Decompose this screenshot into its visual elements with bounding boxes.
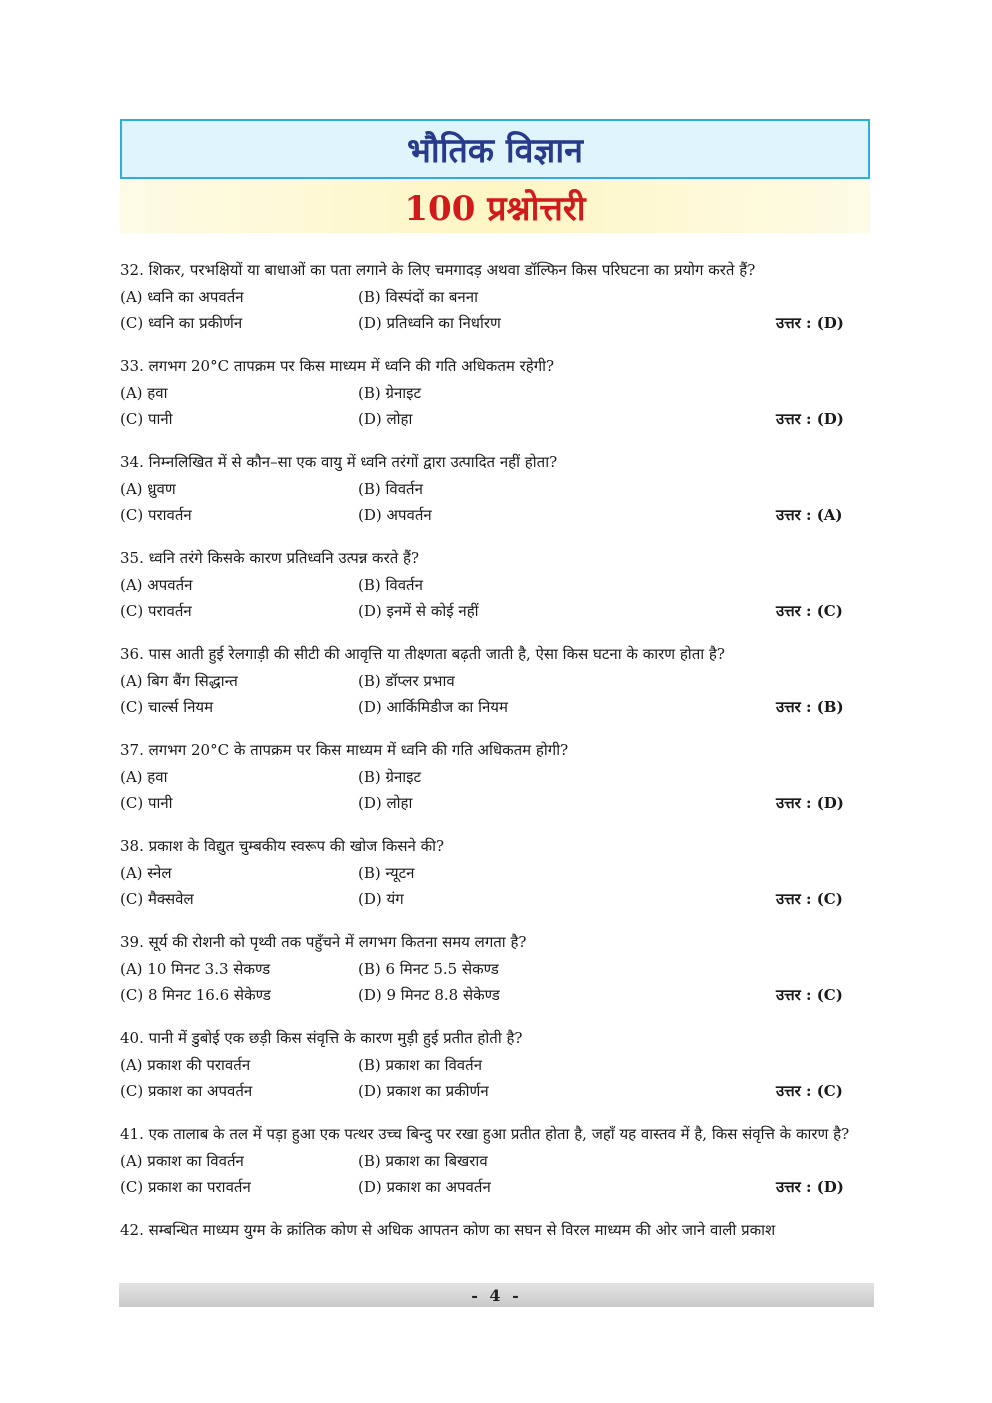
- option-c: (C) प्रकाश का अपवर्तन: [120, 1082, 253, 1100]
- question-block: [120, 642, 876, 720]
- option-row: [120, 1148, 876, 1174]
- question-text: 34. निम्नलिखित में से कौन–सा एक वायु में ध्वनि तरंगों द्वारा उत्पादित नहीं होता?: [120, 453, 558, 471]
- answer-label: उत्तर : (D): [776, 410, 844, 428]
- option-c: (C) पानी: [120, 794, 173, 812]
- option-c: (C) चार्ल्स नियम: [120, 698, 214, 716]
- option-row: [120, 886, 876, 912]
- option-a: (A) प्रकाश का विवर्तन: [120, 1152, 244, 1170]
- option-row: [120, 860, 876, 886]
- answer-label: उत्तर : (C): [776, 602, 843, 620]
- option-c: (C) परावर्तन: [120, 602, 192, 620]
- option-d: (D) प्रकाश का प्रकीर्णन: [358, 1082, 489, 1100]
- question-text: 32. शिकर, परभक्षियों या बाधाओं का पता लगाने के लिए चमगादड़ अथवा डॉल्फिन किस परिघटना का प्रयोग करते हैं?: [120, 261, 756, 279]
- option-c: (C) ध्वनि का प्रकीर्णन: [120, 314, 243, 332]
- answer-label: उत्तर : (C): [776, 1082, 843, 1100]
- option-d: (D) प्रतिध्वनि का निर्धारण: [358, 314, 501, 332]
- option-b: (B) डॉप्लर प्रभाव: [358, 672, 455, 690]
- option-a: (A) हवा: [120, 768, 168, 786]
- question-text: 36. पास आती हुई रेलगाड़ी की सीटी की आवृत्ति या तीक्ष्णता बढ़ती जाती है, ऐसा किस घटना के कारण होता है?: [120, 645, 725, 663]
- option-a: (A) ध्रुवण: [120, 480, 176, 498]
- option-d: (D) आर्किमिडीज का नियम: [358, 698, 508, 716]
- page-number: - 4 -: [471, 1285, 522, 1305]
- option-row: [120, 476, 876, 502]
- option-d: (D) लोहा: [358, 410, 413, 428]
- question-list: [120, 258, 876, 1244]
- option-a: (A) स्नेल: [120, 864, 172, 882]
- option-b: (B) प्रकाश का बिखराव: [358, 1152, 488, 1170]
- option-row: [120, 502, 876, 528]
- question-block: [120, 930, 876, 1008]
- option-d: (D) 9 मिनट 8.8 सेकेण्ड: [358, 986, 500, 1004]
- option-row: [120, 668, 876, 694]
- answer-label: उत्तर : (A): [776, 506, 843, 524]
- option-a: (A) 10 मिनट 3.3 सेकण्ड: [120, 960, 271, 978]
- option-d: (D) इनमें से कोई नहीं: [358, 602, 479, 620]
- subtitle-banner: [120, 181, 870, 233]
- option-row: [120, 694, 876, 720]
- answer-label: उत्तर : (D): [776, 794, 844, 812]
- question-block: [120, 546, 876, 624]
- question-text: 39. सूर्य की रोशनी को पृथ्वी तक पहुँचने में लगभग कितना समय लगता है?: [120, 933, 527, 951]
- option-b: (B) प्रकाश का विवर्तन: [358, 1056, 483, 1074]
- option-b: (B) न्यूटन: [358, 864, 415, 882]
- option-c: (C) परावर्तन: [120, 506, 192, 524]
- option-row: [120, 764, 876, 790]
- option-row: [120, 380, 876, 406]
- option-c: (C) प्रकाश का परावर्तन: [120, 1178, 251, 1196]
- question-block: [120, 354, 876, 432]
- partial-question-text: 42. सम्बन्धित माध्यम युग्म के क्रांतिक कोण से अधिक आपतन कोण का सघन से विरल माध्यम की ओर जाने वाली प्रकाश: [120, 1221, 776, 1239]
- answer-label: उत्तर : (D): [776, 314, 844, 332]
- option-a: (A) प्रकाश की परावर्तन: [120, 1056, 251, 1074]
- option-row: [120, 790, 876, 816]
- question-block: [120, 834, 876, 912]
- option-row: [120, 1078, 876, 1104]
- question-text: 37. लगभग 20°C के तापक्रम पर किस माध्यम में ध्वनि की गति अधिकतम होगी?: [120, 741, 569, 759]
- option-b: (B) विस्पंदों का बनना: [358, 288, 478, 306]
- option-a: (A) अपवर्तन: [120, 576, 193, 594]
- option-b: (B) 6 मिनट 5.5 सेकण्ड: [358, 960, 499, 978]
- option-c: (C) 8 मिनट 16.6 सेकेण्ड: [120, 986, 271, 1004]
- option-row: [120, 598, 876, 624]
- page-title: भौतिक विज्ञान: [406, 131, 584, 171]
- answer-label: उत्तर : (B): [776, 698, 844, 716]
- answer-label: उत्तर : (C): [776, 890, 843, 908]
- option-a: (A) ध्वनि का अपवर्तन: [120, 288, 244, 306]
- page-subtitle: 100 प्रश्नोत्तरी: [404, 189, 586, 229]
- option-row: [120, 310, 876, 336]
- page-footer: [119, 1283, 874, 1307]
- question-text: 35. ध्वनि तरंगे किसके कारण प्रतिध्वनि उत्पन्न करते हैं?: [120, 549, 420, 567]
- question-text: 40. पानी में डुबोई एक छड़ी किस संवृत्ति के कारण मुड़ी हुई प्रतीत होती है?: [120, 1029, 523, 1047]
- option-c: (C) मैक्सवेल: [120, 890, 194, 908]
- option-row: [120, 1174, 876, 1200]
- question-text: 41. एक तालाब के तल में पड़ा हुआ एक पत्थर उच्च बिन्दु पर रखा हुआ प्रतीत होता है, जहाँ यह वास्तव में है, किस संवृत्ति के कारण है?: [120, 1125, 850, 1143]
- option-d: (D) प्रकाश का अपवर्तन: [358, 1178, 491, 1196]
- option-a: (A) हवा: [120, 384, 168, 402]
- question-block: [120, 1026, 876, 1104]
- question-block: [120, 1122, 876, 1200]
- option-b: (B) ग्रेनाइट: [358, 768, 422, 786]
- option-row: [120, 1052, 876, 1078]
- option-b: (B) विवर्तन: [358, 576, 423, 594]
- option-row: [120, 956, 876, 982]
- option-d: (D) यंग: [358, 890, 404, 908]
- option-row: [120, 982, 876, 1008]
- option-d: (D) लोहा: [358, 794, 413, 812]
- answer-label: उत्तर : (C): [776, 986, 843, 1004]
- title-banner: [120, 119, 870, 179]
- question-block: [120, 738, 876, 816]
- question-block: [120, 450, 876, 528]
- question-text: 38. प्रकाश के विद्युत चुम्बकीय स्वरूप की खोज किसने की?: [120, 837, 445, 855]
- option-c: (C) पानी: [120, 410, 173, 428]
- answer-label: उत्तर : (D): [776, 1178, 844, 1196]
- option-b: (B) ग्रेनाइट: [358, 384, 422, 402]
- option-d: (D) अपवर्तन: [358, 506, 432, 524]
- question-text: 33. लगभग 20°C तापक्रम पर किस माध्यम में ध्वनि की गति अधिकतम रहेगी?: [120, 357, 555, 375]
- option-row: [120, 406, 876, 432]
- option-row: [120, 284, 876, 310]
- option-a: (A) बिग बैंग सिद्धान्त: [120, 672, 238, 690]
- option-b: (B) विवर्तन: [358, 480, 423, 498]
- question-block: [120, 258, 876, 336]
- option-row: [120, 572, 876, 598]
